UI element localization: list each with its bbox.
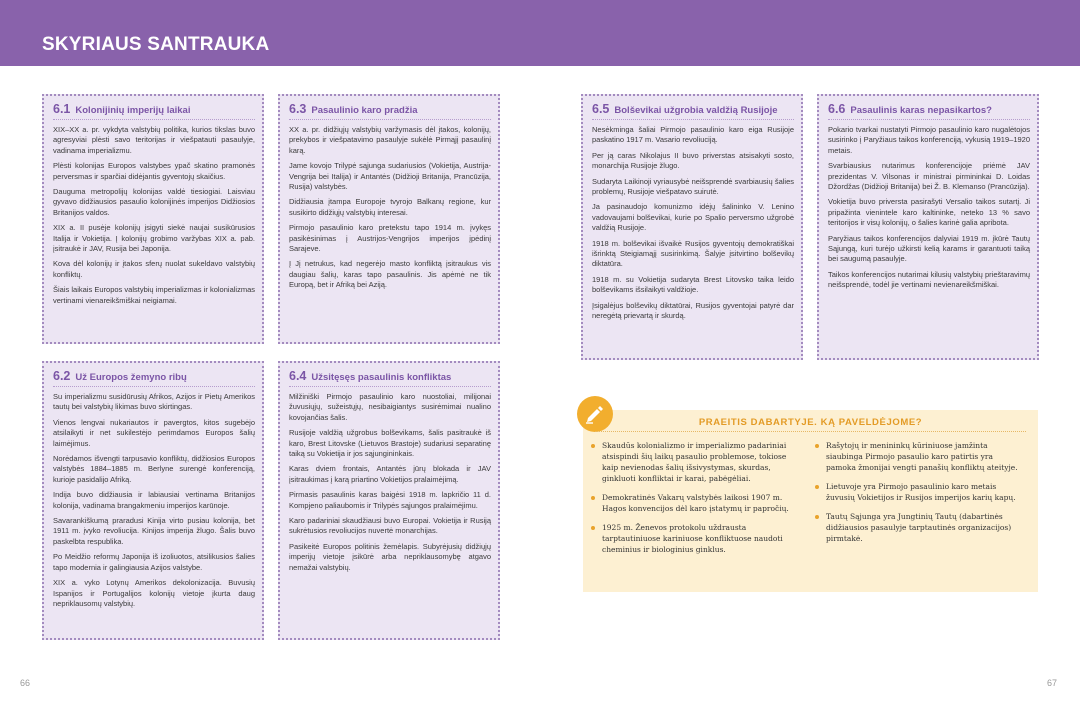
page-title: SKYRIAUS SANTRAUKA xyxy=(42,34,270,55)
paragraph: Kova dėl kolonijų ir įtakos sferų nuolat sukeldavo valstybių konfliktų. xyxy=(53,259,255,279)
section-title: Kolonijinių imperijų laikai xyxy=(75,105,191,116)
section-title: Pasaulinis karas nepasikartos? xyxy=(850,105,992,116)
paragraph: Norėdamos išvengti tarpusavio konfliktų, didžiosios Europos valstybės 1884–1885 m. Berlyne surengė konferenciją, kurioje pasidalijo Afriką. xyxy=(53,454,255,484)
list-item: Skaudūs kolonializmo ir imperializmo padariniai atsispindi šių laikų pasaulio problemose, tokiose kaip nevienodas šalių išsivystymas, skurdas, ginkluoti konfliktai ir karai, pabėgėliai. xyxy=(591,440,796,484)
divider xyxy=(595,431,1026,432)
legacy-left-column xyxy=(591,440,796,563)
paragraph: Indija buvo didžiausia ir labiausiai vertinama Britanijos kolonija, vadinama brangakmeniu imperijos karūnoje. xyxy=(53,490,255,510)
list-item: Tautų Sąjunga yra Jungtinių Tautų (dabartinės didžiausios pasaulyje tarptautinės organizacijos) pirmtakė. xyxy=(815,511,1020,544)
paragraph: Taikos konferencijos nutarimai kilusių valstybių prieštaravimų neišsprendė, todėl jie vertinami nevienareikšmiškai. xyxy=(828,269,1030,290)
paragraph: Su imperializmu susidūrusių Afrikos, Azijos ir Pietų Amerikos tautų bei valstybių likimas buvo skirtingas. xyxy=(53,392,255,412)
paragraph: XIX a. vyko Lotynų Amerikos dekolonizacija. Buvusių Ispanijos ir Portugalijos kolonijų vietoje įkurta daug nepriklausomų valstybių. xyxy=(53,578,255,608)
bullet-icon xyxy=(591,496,595,500)
section-title: Bolševikai užgrobia valdžią Rusijoje xyxy=(614,105,778,116)
paragraph: XIX–XX a. pr. vykdyta valstybių politika, kurios tikslas buvo agresyviai plėsti savo teritorijas ir viešpatauti pasaulyje, vadinama imperializmu. xyxy=(53,125,255,155)
section-number: 6.6 xyxy=(828,102,846,116)
paragraph: Pokario tvarkai nustatyti Pirmojo pasaulinio karo nugalėtojos susirinko į Paryžiaus taikos konferenciją, vykusią 1919–1920 metais. xyxy=(828,125,1030,155)
paragraph: Dauguma metropolijų kolonijas valdė tiesiogiai. Laisviau gyvavo didžiausios pasaulio kolonijinės imperijos Didžiosios Britanijos valdos. xyxy=(53,187,255,217)
paragraph: Nesėkminga šaliai Pirmojo pasaulinio karo eiga Rusijoje paskatino 1917 m. Vasario revoliuciją. xyxy=(592,125,794,145)
paragraph: Jame kovojo Trilypė sąjunga sudariusios (Vokietija, Austrija-Vengrija bei Italija) ir Antantės (Didžioji Britanija, Prancūzija, Rusija) valstybės. xyxy=(289,161,491,192)
paragraph: Didžiausia įtampa Europoje tvyrojo Balkanų regione, kur susikirto didžiųjų valstybių interesai. xyxy=(289,197,491,217)
legacy-right-column xyxy=(815,440,1020,552)
paragraph: Plėsti kolonijas Europos valstybes ypač skatino pramonės perversmas ir sparčiai didėjantis gyventojų skaičius. xyxy=(53,161,255,181)
paragraph: XX a. pr. didžiųjų valstybių varžymasis dėl įtakos, kolonijų, prekybos ir viešpatavimo pasaulyje sukėlė Pirmąjį pasaulinį karą. xyxy=(289,125,491,155)
paragraph: Šiais laikais Europos valstybių imperializmas ir kolonializmas vertinami vienareikšmiškai neigiamai. xyxy=(53,285,255,305)
paragraph: Į Jį netrukus, kad negerėjo masto konfliktą įsitraukus vis daugiau šalių, karas tapo pasaulinis. Jis apėmė ne tik Europą, bet ir Afriką bei Aziją. xyxy=(289,259,491,290)
paragraph: Pirmojo pasaulinio karo pretekstu tapo 1914 m. įvykęs pasikėsinimas į Austrijos-Vengrijos imperijos įpėdinį Sarajeve. xyxy=(289,223,491,254)
section-6-6 xyxy=(817,94,1039,360)
paragraph: Ja pasinaudojo komunizmo idėjų šalininko V. Lenino vadovaujami bolševikai, kurie po Spalio perversmo užgrobė valdžią Rusijoje. xyxy=(592,202,794,233)
bullet-icon xyxy=(591,526,595,530)
divider xyxy=(592,119,794,120)
list-item: Lietuvoje yra Pirmojo pasaulinio karo metais žuvusių Vokietijos ir Rusijos imperijos karių kapų. xyxy=(815,481,1020,503)
paragraph: Paryžiaus taikos konferencijos dalyviai 1919 m. įkūrė Tautų Sąjungą, kuri turėjo užkirsti kelią karams ir garantuoti taiką bei saugumą pasaulyje. xyxy=(828,233,1030,264)
section-title: Užsitęsęs pasaulinis konfliktas xyxy=(311,372,452,383)
paragraph: Karas dviem frontais, Antantės jūrų blokada ir JAV įsitraukimas į karą priartino Vokietijos pralaimėjimą. xyxy=(289,464,491,484)
page-number-left: 66 xyxy=(20,678,31,688)
paragraph: Vienos lengvai nukariautos ir pavergtos, kitos sugebėjo atsilaikyti ir net sukilestėjo perimdamos Europos šalių laimėjimus. xyxy=(53,417,255,448)
bullet-icon xyxy=(591,444,595,448)
section-title: Už Europos žemyno ribų xyxy=(75,372,187,383)
section-number: 6.1 xyxy=(53,102,71,116)
paragraph: Rusijoje valdžią užgrobus bolševikams, šalis pasitraukė iš karo, Brest Litovske (Lietuvos Brastoje) sudariusi separatinę taiką su Vokietija ir jos sąjungininkais. xyxy=(289,428,491,459)
chapter-header xyxy=(0,0,1080,66)
section-number: 6.4 xyxy=(289,369,307,383)
paragraph: Po Meidžio reformų Japonija iš izoliuotos, atsilikusios šalies tapo modernia ir galingiausia Azijos valstybe. xyxy=(53,552,255,572)
section-6-2 xyxy=(42,361,264,640)
paragraph: Pirmasis pasaulinis karas baigėsi 1918 m. lapkričio 11 d. Kompjeno paliaubomis ir Trilypės sąjungos pralaimėjimu. xyxy=(289,490,491,510)
paragraph: Karo padariniai skaudžiausi buvo Europai. Vokietija ir Rusiją sukrėtusios revoliucijos nuvertė monarchijas. xyxy=(289,516,491,536)
divider xyxy=(828,119,1030,120)
section-6-3 xyxy=(278,94,500,344)
section-number: 6.3 xyxy=(289,102,307,116)
paragraph: Pasikeitė Europos politinis žemėlapis. Subyrėjusių didžiųjų imperijų vietoje įsikūrė arba nepriklausomybę atgavo nemažai valstybių. xyxy=(289,541,491,572)
section-number: 6.2 xyxy=(53,369,71,383)
section-number: 6.5 xyxy=(592,102,610,116)
legacy-title: PRAEITIS DABARTYJE. KĄ PAVELDĖJOME? xyxy=(698,417,923,428)
paragraph: XIX a. II pusėje kolonijų įsigyti siekė naujai susikūrusios Italija ir Vokietija. Į kolonijų grobimo varžybas XIX a. pab. įsitraukė ir JAV, Rusija bei Japonija. xyxy=(53,223,255,254)
list-item: Rašytojų ir menininkų kūriniuose jamžinta siaubinga Pirmojo pasaulio karo patirtis yra pamoka žmonijai vengti panašių konfliktų ateityje. xyxy=(815,440,1020,473)
paragraph: Sudaryta Laikinoji vyriausybė neišsprendė svarbiausių šalies problemų, Rusijoje viešpatavo suirutė. xyxy=(592,176,794,197)
paragraph: 1918 m. su Vokietija sudaryta Brest Litovsko taika leido bolševikams išsilaikyti valdžioje. xyxy=(592,274,794,295)
section-6-1 xyxy=(42,94,264,344)
paragraph: Milžiniški Pirmojo pasaulinio karo nuostoliai, milijonai žuvusiųjų, sužeistųjų, nesibaigiantys susirėmimai nualino kovojančias šalis. xyxy=(289,392,491,422)
bullet-icon xyxy=(815,444,819,448)
section-6-5 xyxy=(581,94,803,360)
divider xyxy=(289,386,491,387)
paragraph: 1918 m. bolševikai išvaikė Rusijos gyventojų demokratiškai išrinktą Steigiamąjį susirinkimą. Šalyje įsitvirtino bolševikų diktatūra. xyxy=(592,238,794,269)
section-6-4 xyxy=(278,361,500,640)
paragraph: Svarbiausius nutarimus konferencijoje priėmė JAV prezidentas V. Vilsonas ir ministrai pirmininkai D. Loidas Džordžas (Didžioji Britanija) bei Ž. B. Klemanso (Prancūzija). xyxy=(828,161,1030,192)
bullet-icon xyxy=(815,485,819,489)
paragraph: Per ją caras Nikolajus II buvo priverstas atsisakyti sosto, monarchija Rusijoje žlugo. xyxy=(592,150,794,171)
divider xyxy=(53,119,255,120)
list-item: Demokratinės Vakarų valstybės laikosi 1907 m. Hagos konvencijos dėl karo įstatymų ir papročių. xyxy=(591,492,796,514)
paragraph: Įsigalėjus bolševikų diktatūrai, Rusijos gyventojai patyrė dar neregėtą prievartą ir skurdą. xyxy=(592,300,794,321)
divider xyxy=(289,119,491,120)
bullet-icon xyxy=(815,515,819,519)
paragraph: Vokietija buvo priversta pasirašyti Versalio taikos sutartį. Ji pripažinta vienintele karo kaltininke, neteko 13 % savo teritorijos ir visų kolonijų, o šalies karinė galia apribota. xyxy=(828,197,1030,228)
divider xyxy=(53,386,255,387)
legacy-box xyxy=(583,410,1038,592)
list-item: 1925 m. Ženevos protokolu uždrausta tarptautiniuose kariniuose konfliktuose naudoti cheminius ir biologinius ginklus. xyxy=(591,522,796,555)
page-number-right: 67 xyxy=(1047,678,1058,688)
section-title: Pasaulinio karo pradžia xyxy=(311,105,418,116)
paragraph: Savarankiškumą praradusi Kinija virto pusiau kolonija, bet 1911 m. įvyko revoliucija. Kinijos imperija žlugo. Šalis buvo paskelbta respublika. xyxy=(53,516,255,546)
